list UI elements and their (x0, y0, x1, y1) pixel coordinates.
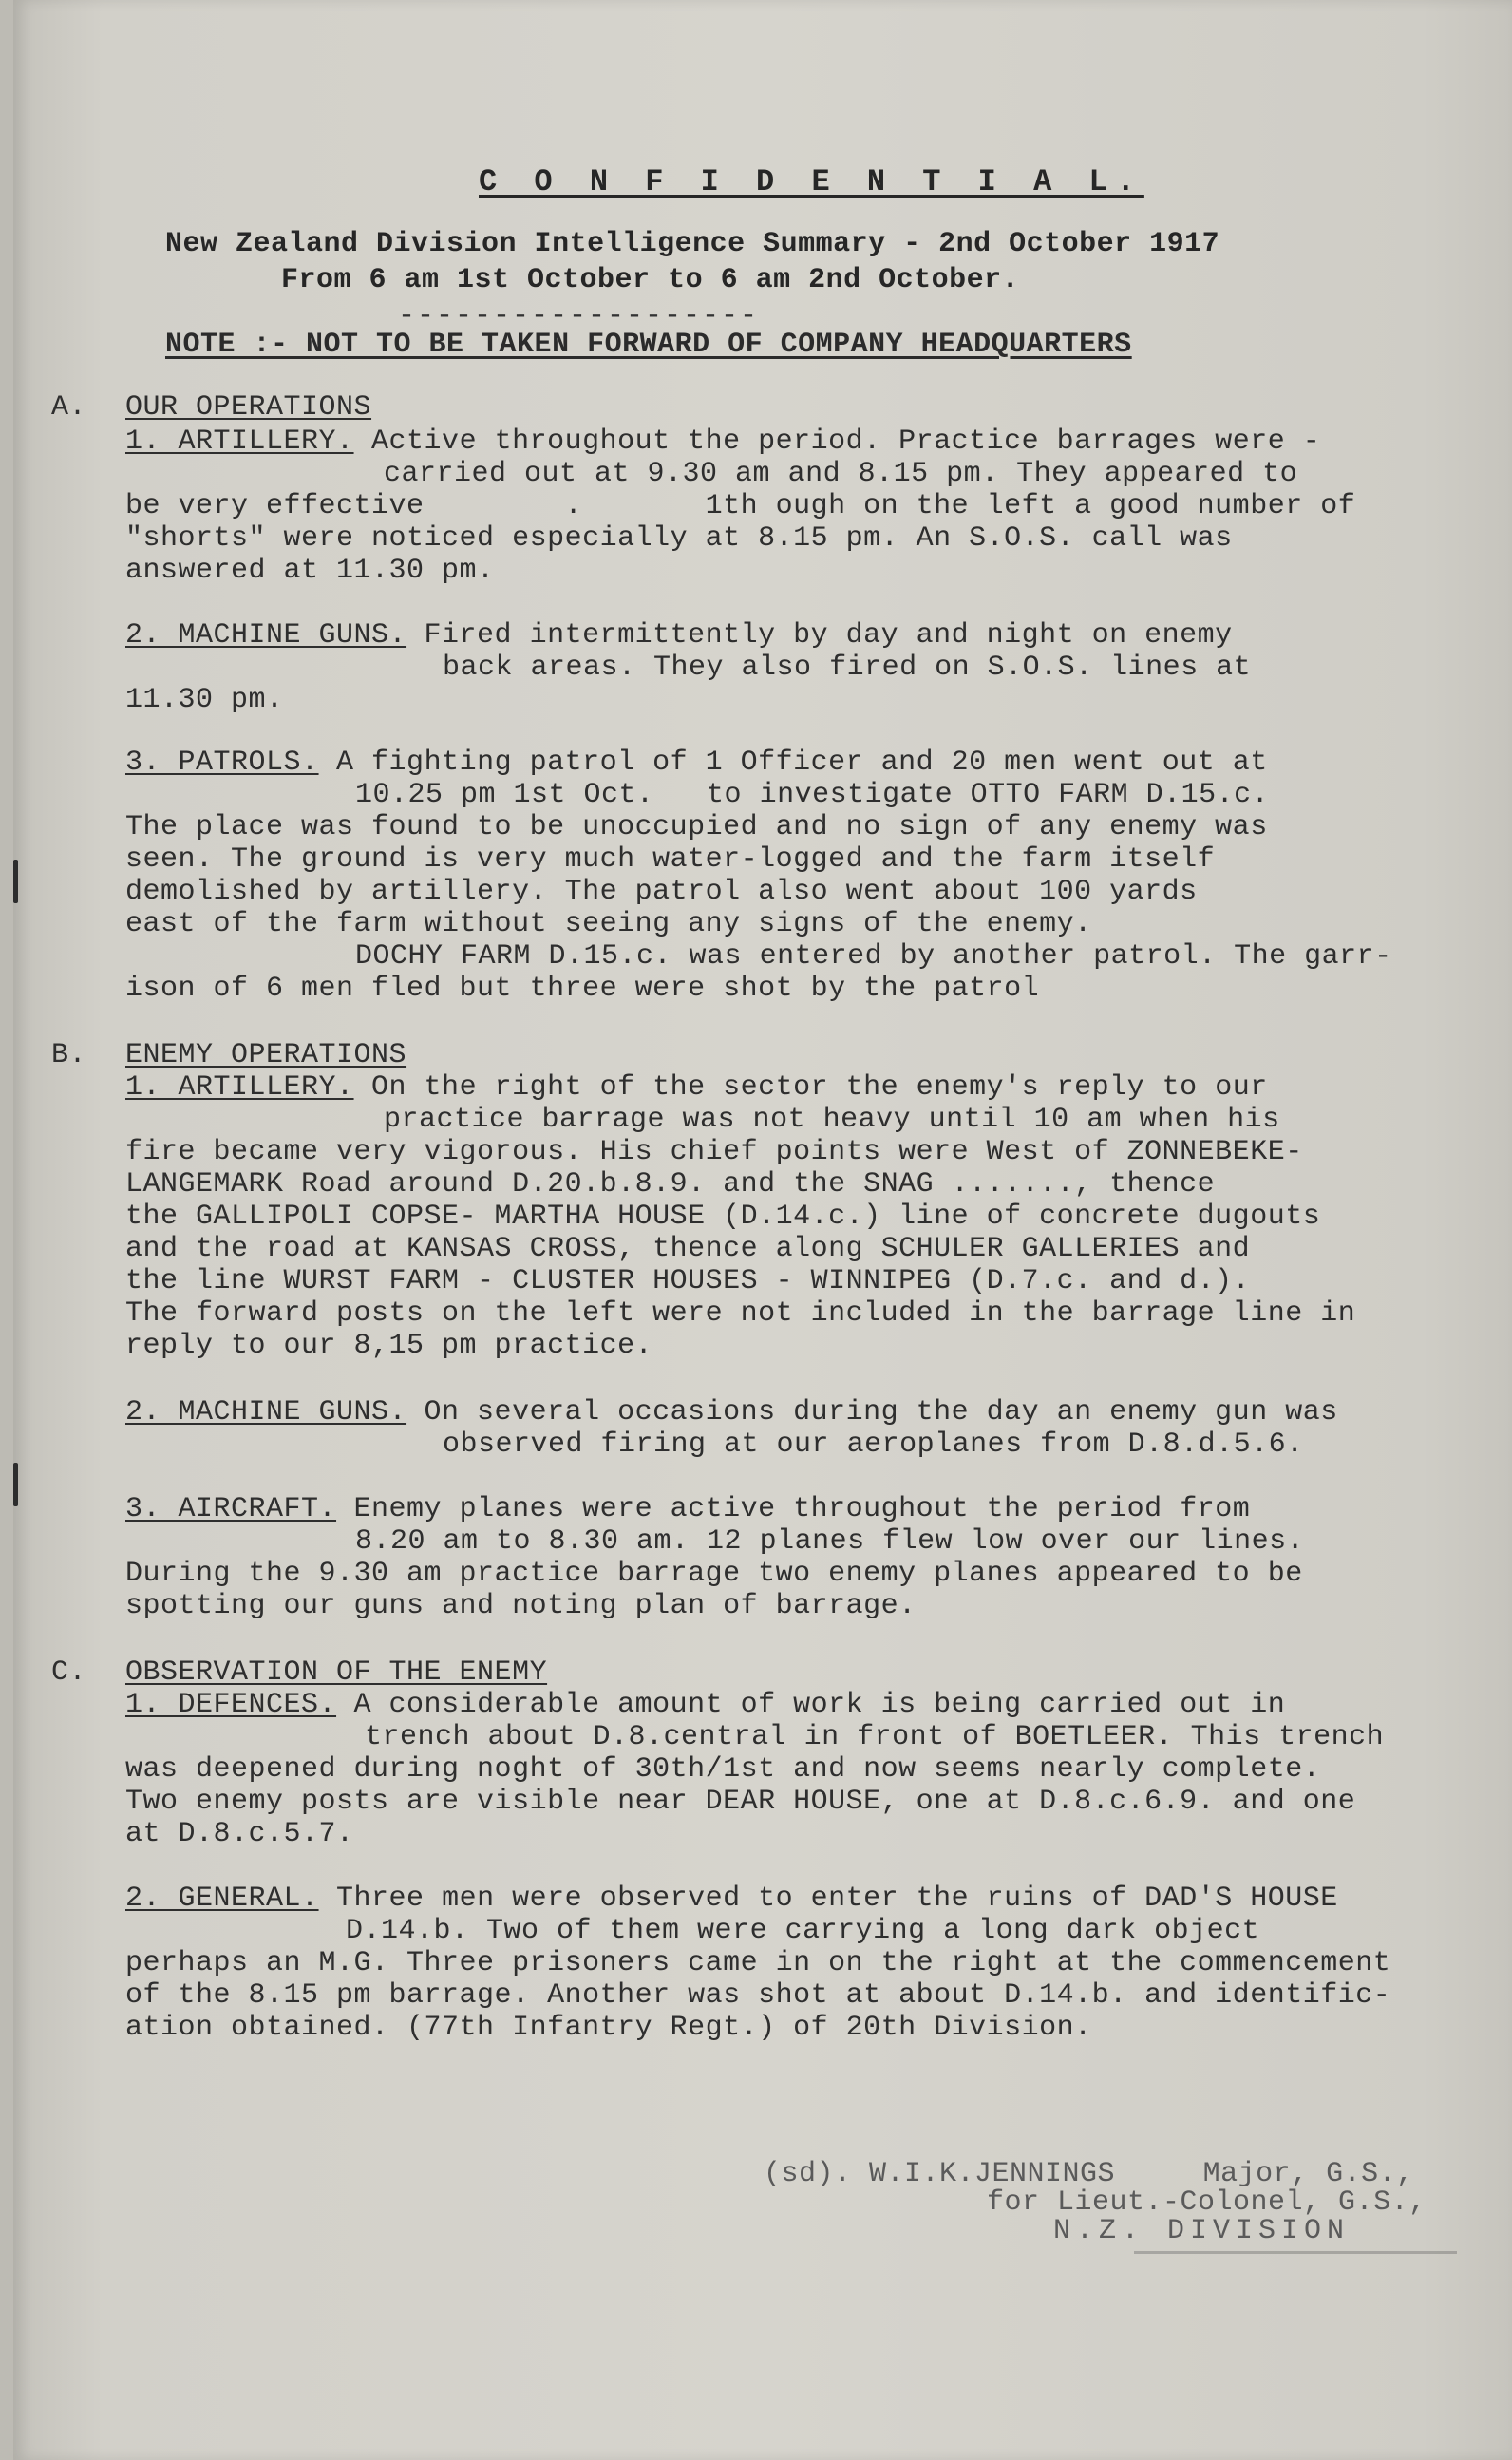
section-a-letter: A. (51, 391, 87, 424)
section-c-title: OBSERVATION OF THE ENEMY (125, 1656, 548, 1689)
b-artillery-line: The forward posts on the left were not included in the barrage line in (125, 1297, 1356, 1330)
binding-hole-mark (13, 1463, 18, 1506)
signature-underline (1134, 2223, 1457, 2254)
b-artillery-line: 1. ARTILLERY. On the right of the sector the enemy's reply to our (125, 1071, 1268, 1104)
c-general-line: of the 8.15 pm barrage. Another was shot at about D.14.b. and identific- (125, 1979, 1391, 2012)
document-period: From 6 am 1st October to 6 am 2nd October. (281, 264, 1020, 296)
c-general-heading: 2. GENERAL. (125, 1883, 319, 1915)
c-defences-line: trench about D.8.central in front of BOETLEER. This trench (365, 1721, 1385, 1753)
b-artillery-line: reply to our 8,15 pm practice. (125, 1330, 653, 1362)
dash-rule: ------------------- (398, 300, 760, 332)
a-machine-guns-line: back areas. They also fired on S.O.S. lines at (443, 652, 1252, 684)
a-patrols-heading: 3. PATROLS. (125, 747, 319, 779)
c-defences-line: at D.8.c.5.7. (125, 1818, 354, 1850)
b-artillery-heading: 1. ARTILLERY. (125, 1071, 354, 1104)
a-patrols-line: DOCHY FARM D.15.c. was entered by another patrol. The garr- (355, 940, 1392, 973)
b-machine-guns-line: observed firing at our aeroplanes from D.8.d.5.6. (443, 1429, 1304, 1461)
signature-line: (sd). W.I.K.JENNINGS Major, G.S., (764, 2158, 1414, 2190)
a-patrols-line: 10.25 pm 1st Oct. to investigate OTTO FARM D.15.c. (355, 779, 1270, 811)
b-aircraft-line: 8.20 am to 8.30 am. 12 planes flew low over our lines. (355, 1525, 1305, 1558)
c-general-line: 2. GENERAL. Three men were observed to enter the ruins of DAD'S HOUSE (125, 1883, 1338, 1915)
distribution-note: NOTE :- NOT TO BE TAKEN FORWARD OF COMPANY HEADQUARTERS (165, 329, 1132, 361)
b-artillery-line: LANGEMARK Road around D.20.b.8.9. and the SNAG ......., thence (125, 1168, 1216, 1201)
a-patrols-line: demolished by artillery. The patrol also went about 100 yards (125, 876, 1198, 908)
document-subtitle: New Zealand Division Intelligence Summary - 2nd October 1917 (165, 228, 1220, 260)
a-patrols-line: 3. PATROLS. A fighting patrol of 1 Officer and 20 men went out at (125, 747, 1268, 779)
c-general-line: perhaps an M.G. Three prisoners came in on the right at the commencement (125, 1947, 1391, 1979)
b-artillery-line: fire became very vigorous. His chief points were West of ZONNEBEKE- (125, 1136, 1303, 1168)
section-b-title: ENEMY OPERATIONS (125, 1039, 407, 1071)
b-aircraft-line: spotting our guns and noting plan of barrage. (125, 1590, 917, 1622)
a-artillery-line: 1. ARTILLERY. Active throughout the period. Practice barrages were - (125, 426, 1321, 458)
signature-line: for Lieut.-Colonel, G.S., (987, 2186, 1427, 2219)
c-defences-line: was deepened during noght of 30th/1st and now seems nearly complete. (125, 1753, 1321, 1786)
a-artillery-heading: 1. ARTILLERY. (125, 426, 354, 458)
b-artillery-line: practice barrage was not heavy until 10 am when his (384, 1104, 1280, 1136)
document-title: C O N F I D E N T I A L. (479, 164, 1144, 199)
c-general-line: D.14.b. Two of them were carrying a long dark object (346, 1915, 1260, 1947)
c-defences-heading: 1. DEFENCES. (125, 1689, 337, 1721)
a-artillery-line: answered at 11.30 pm. (125, 555, 495, 587)
b-machine-guns-heading: 2. MACHINE GUNS. (125, 1396, 407, 1429)
a-machine-guns-line: 2. MACHINE GUNS. Fired intermittently by day and night on enemy (125, 619, 1233, 652)
a-patrols-line: ison of 6 men fled but three were shot by the patrol (125, 973, 1040, 1005)
c-defences-line: 1. DEFENCES. A considerable amount of work is being carried out in (125, 1689, 1286, 1721)
b-machine-guns-line: 2. MACHINE GUNS. On several occasions during the day an enemy gun was (125, 1396, 1338, 1429)
section-a-title: OUR OPERATIONS (125, 391, 372, 424)
document-page (13, 0, 1512, 2460)
a-patrols-line: The place was found to be unoccupied and no sign of any enemy was (125, 811, 1268, 843)
a-machine-guns-heading: 2. MACHINE GUNS. (125, 619, 407, 652)
c-defences-line: Two enemy posts are visible near DEAR HOUSE, one at D.8.c.6.9. and one (125, 1786, 1356, 1818)
a-machine-guns-line: 11.30 pm. (125, 684, 284, 716)
b-aircraft-heading: 3. AIRCRAFT. (125, 1493, 337, 1525)
b-artillery-line: the line WURST FARM - CLUSTER HOUSES - WINNIPEG (D.7.c. and d.). (125, 1265, 1251, 1297)
section-c-letter: C. (51, 1656, 87, 1689)
section-b-letter: B. (51, 1039, 87, 1071)
b-aircraft-line: 3. AIRCRAFT. Enemy planes were active throughout the period from (125, 1493, 1251, 1525)
b-aircraft-line: During the 9.30 am practice barrage two enemy planes appeared to be (125, 1558, 1303, 1590)
a-artillery-line: carried out at 9.30 am and 8.15 pm. They appeared to (384, 458, 1298, 490)
a-patrols-line: seen. The ground is very much water-logged and the farm itself (125, 843, 1216, 876)
binding-hole-mark (13, 860, 18, 903)
a-patrols-line: east of the farm without seeing any signs of the enemy. (125, 908, 1092, 940)
c-general-line: ation obtained. (77th Infantry Regt.) of 20th Division. (125, 2012, 1092, 2044)
a-artillery-line: "shorts" were noticed especially at 8.15 pm. An S.O.S. call was (125, 522, 1233, 555)
signature-line: N.Z. DIVISION (1053, 2215, 1351, 2247)
b-artillery-line: the GALLIPOLI COPSE- MARTHA HOUSE (D.14.c.) line of concrete dugouts (125, 1201, 1321, 1233)
a-artillery-line: be very effective . 1th ough on the left a good number of (125, 490, 1356, 522)
b-artillery-line: and the road at KANSAS CROSS, thence along SCHULER GALLERIES and (125, 1233, 1251, 1265)
